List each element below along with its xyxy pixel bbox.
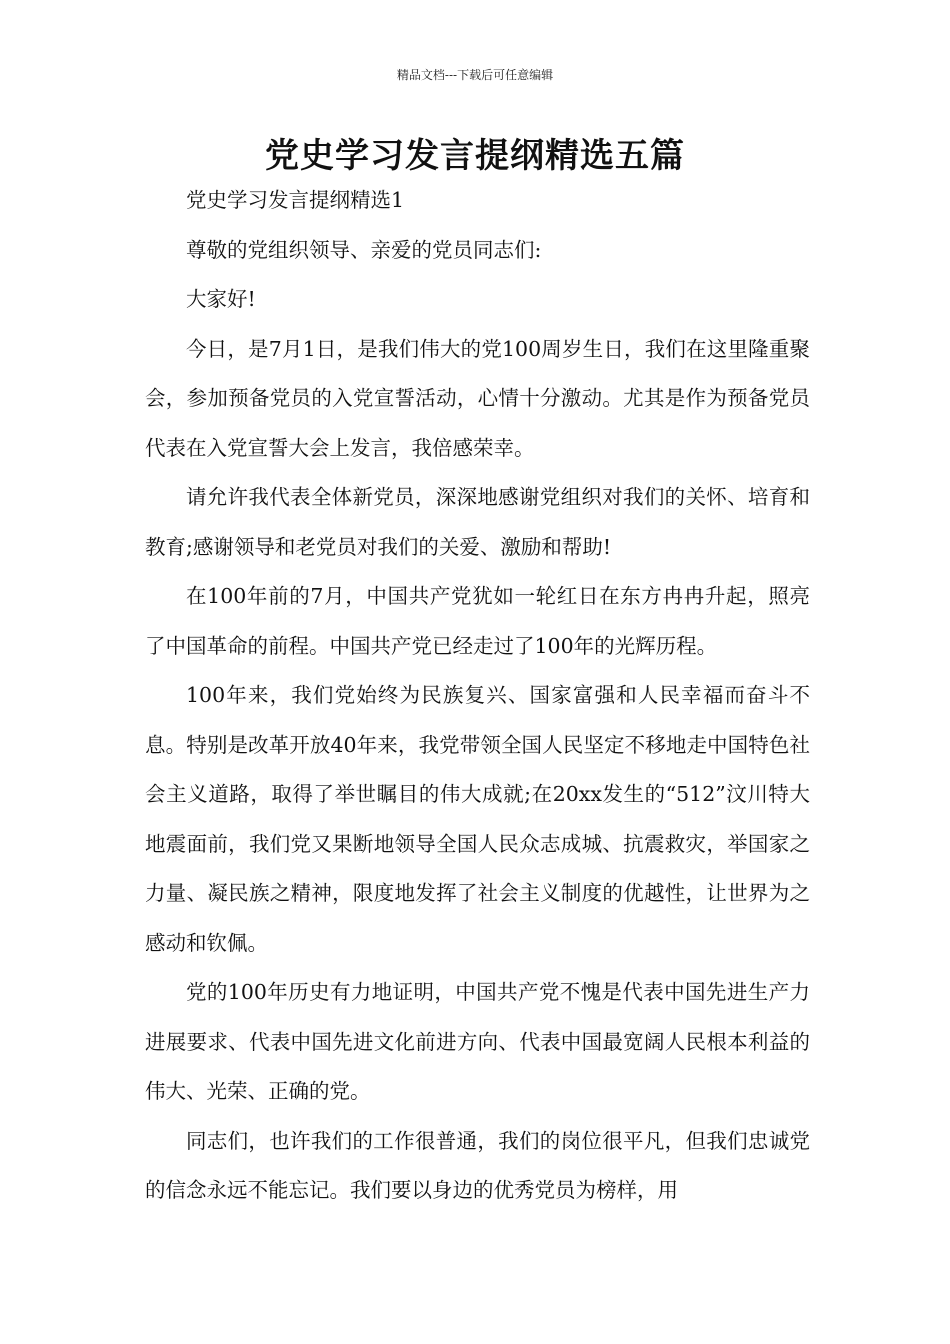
paragraph-greeting: 大家好!: [186, 287, 256, 311]
paragraph: 100年来，我们党始终为民族复兴、国家富强和人民幸福而奋斗不息。特别是改革开放40年来，我党带领全国人民坚定不移地走中国特色社会主义道路，取得了举世瞩目的伟大成就;在20xx发生的“512”汶川特大地震面前，我们党又果断地领导全国人民众志成城、抗震救灾，举国家之力量、凝民族之精神，限度地发挥了社会主义制度的优越性，让世界为之感动和钦佩。: [145, 683, 810, 955]
document-body: [145, 176, 810, 1216]
paragraph-subtitle: 党史学习发言提纲精选1: [186, 188, 405, 212]
header-note: 精品文档---下载后可任意编辑: [396, 68, 554, 82]
paragraph: 党的100年历史有力地证明，中国共产党不愧是代表中国先进生产力进展要求、代表中国先进文化前进方向、代表中国最宽阔人民根本利益的伟大、光荣、正确的党。: [145, 980, 810, 1103]
paragraph: 同志们，也许我们的工作很普通，我们的岗位很平凡，但我们忠诚党的信念永远不能忘记。我们要以身边的优秀党员为榜样，用: [145, 1128, 810, 1202]
paragraph: 今日，是7月1日，是我们伟大的党100周岁生日，我们在这里隆重聚会，参加预备党员的入党宣誓活动，心情十分激动。尤其是作为预备党员代表在入党宣誓大会上发言，我倍感荣幸。: [145, 336, 810, 460]
paragraph: 请允许我代表全体新党员，深深地感谢党组织对我们的关怀、培育和教育;感谢领导和老党员对我们的关爱、激励和帮助!: [145, 485, 810, 559]
paragraph-salutation: 尊敬的党组织领导、亲爱的党员同志们:: [186, 237, 542, 262]
document-title: 党史学习发言提纲精选五篇: [265, 136, 685, 176]
paragraph: 在100年前的7月，中国共产党犹如一轮红日在东方冉冉升起，照亮了中国革命的前程。中国共产党已经走过了100年的光辉历程。: [145, 584, 810, 658]
